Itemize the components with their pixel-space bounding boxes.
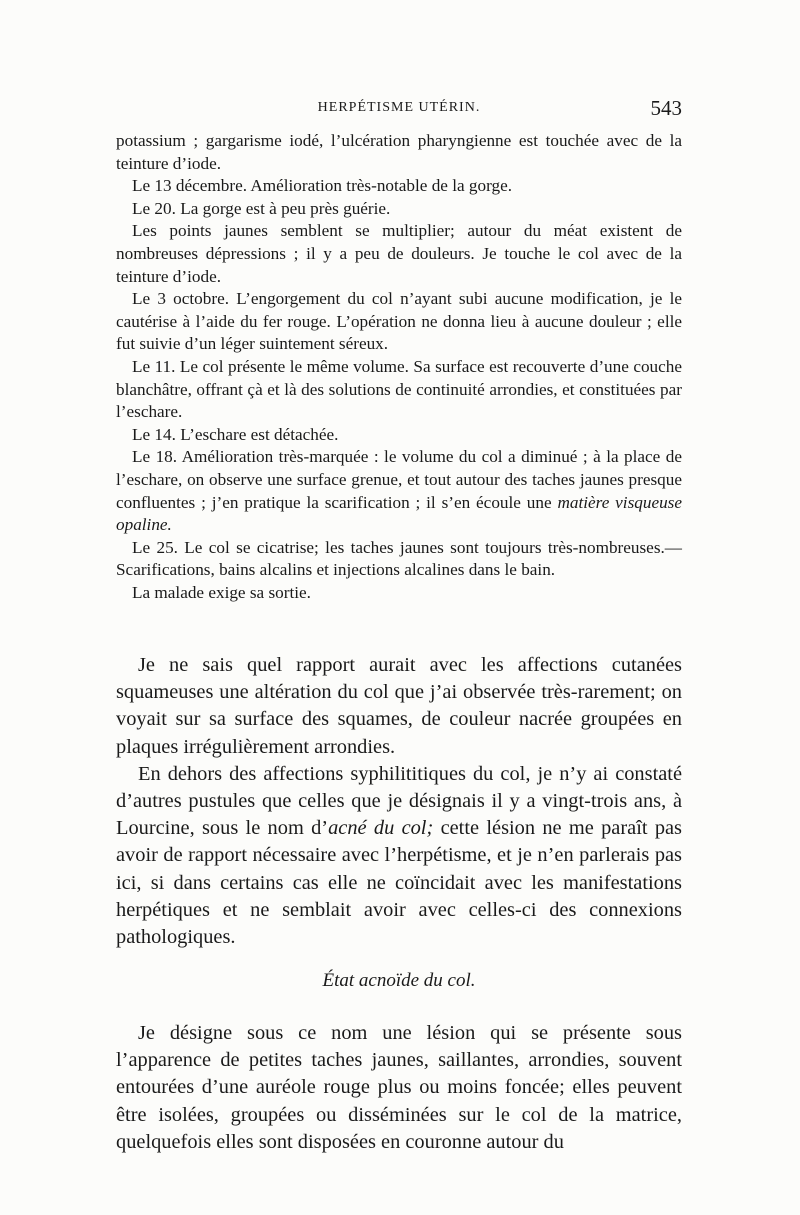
notes-paragraph: Le 20. La gorge est à peu près guérie. [132, 198, 391, 218]
page-number: 543 [650, 96, 682, 120]
body-paragraph [116, 761, 682, 951]
body-paragraph: Je désigne sous ce nom une lésion qui se présente sous l’apparence de petites taches jaunes, saillantes, arrondies, souvent entourées d’une auréole rouge plus ou moins foncée; elles peuvent être isolées, groupées ou disséminées sur le col de la matrice, quelquefois elles sont disposées en couronne autour du [116, 1022, 682, 1153]
notes-italic-text: matière visqueuse opaline. [116, 492, 682, 535]
clinical-notes [116, 130, 682, 604]
notes-paragraph: potassium ; gargarisme iodé, l’ulcération pharyngienne est touchée avec de la teinture d’iode. [116, 131, 682, 173]
body-text: En dehors des affections syphilititiques du col, je n’y ai constaté d’autres pustules que celles que je désignais il y a vingt-trois ans, à Lourcine, sous le nom d’ [116, 762, 682, 840]
notes-paragraph: Le 3 octobre. L’engorgement du col n’ayant subi aucune modification, je le cautérise à l’aide du fer rouge. L’opération ne donna lieu à aucune douleur ; elle fut suivie d’un léger suintement séreux. [116, 289, 682, 354]
notes-text: Le 18. Amélioration très-marquée : le volume du col a diminué ; à la place de l’eschare, on observe une surface grenue, et tout autour des taches jaunes presque confluentes ; j’en pratique la scarification ; il s’en écoule une [116, 447, 682, 512]
notes-paragraph [116, 446, 682, 536]
body-paragraph: Je ne sais quel rapport aurait avec les affections cutanées squameuses une altération du col que j’ai observée très-rarement; on voyait sur sa surface des squames, de couleur nacrée groupées en plaques irrégulièrement arrondies. [116, 654, 682, 758]
body-text: cette lésion ne me paraît pas avoir de rapport nécessaire avec l’herpétisme, et je n’en parlerais pas ici, si dans certains cas elle ne coïncidait avec les manifestations herpétiques et ne semblait avoir avec celles-ci des connexions pathologiques. [116, 817, 682, 949]
discussion-text [116, 652, 682, 951]
body-italic-text: acné du col; [328, 817, 434, 840]
running-title: HERPÉTISME UTÉRIN. [317, 100, 481, 115]
notes-paragraph: Le 13 décembre. Amélioration très-notable de la gorge. [132, 176, 513, 196]
section-heading: État acnoïde du col. [322, 970, 476, 991]
notes-paragraph: Les points jaunes semblent se multiplier; autour du méat existent de nombreuses dépressions ; il y a peu de douleurs. Je touche le col avec de la teinture d’iode. [116, 221, 682, 286]
notes-paragraph: Le 25. Le col se cicatrise; les taches jaunes sont toujours très-nombreuses.—Scarifications, bains alcalins et injections alcalines dans le bain. [116, 537, 682, 580]
notes-paragraph: La malade exige sa sortie. [132, 582, 311, 602]
page-header [116, 96, 682, 122]
notes-paragraph: Le 14. L’eschare est détachée. [132, 424, 339, 444]
notes-paragraph: Le 11. Le col présente le même volume. Sa surface est recouverte d’une couche blanchâtre, offrant çà et là des solutions de continuité arrondies, et constituées par l’eschare. [116, 356, 682, 422]
section-text [116, 1020, 682, 1156]
